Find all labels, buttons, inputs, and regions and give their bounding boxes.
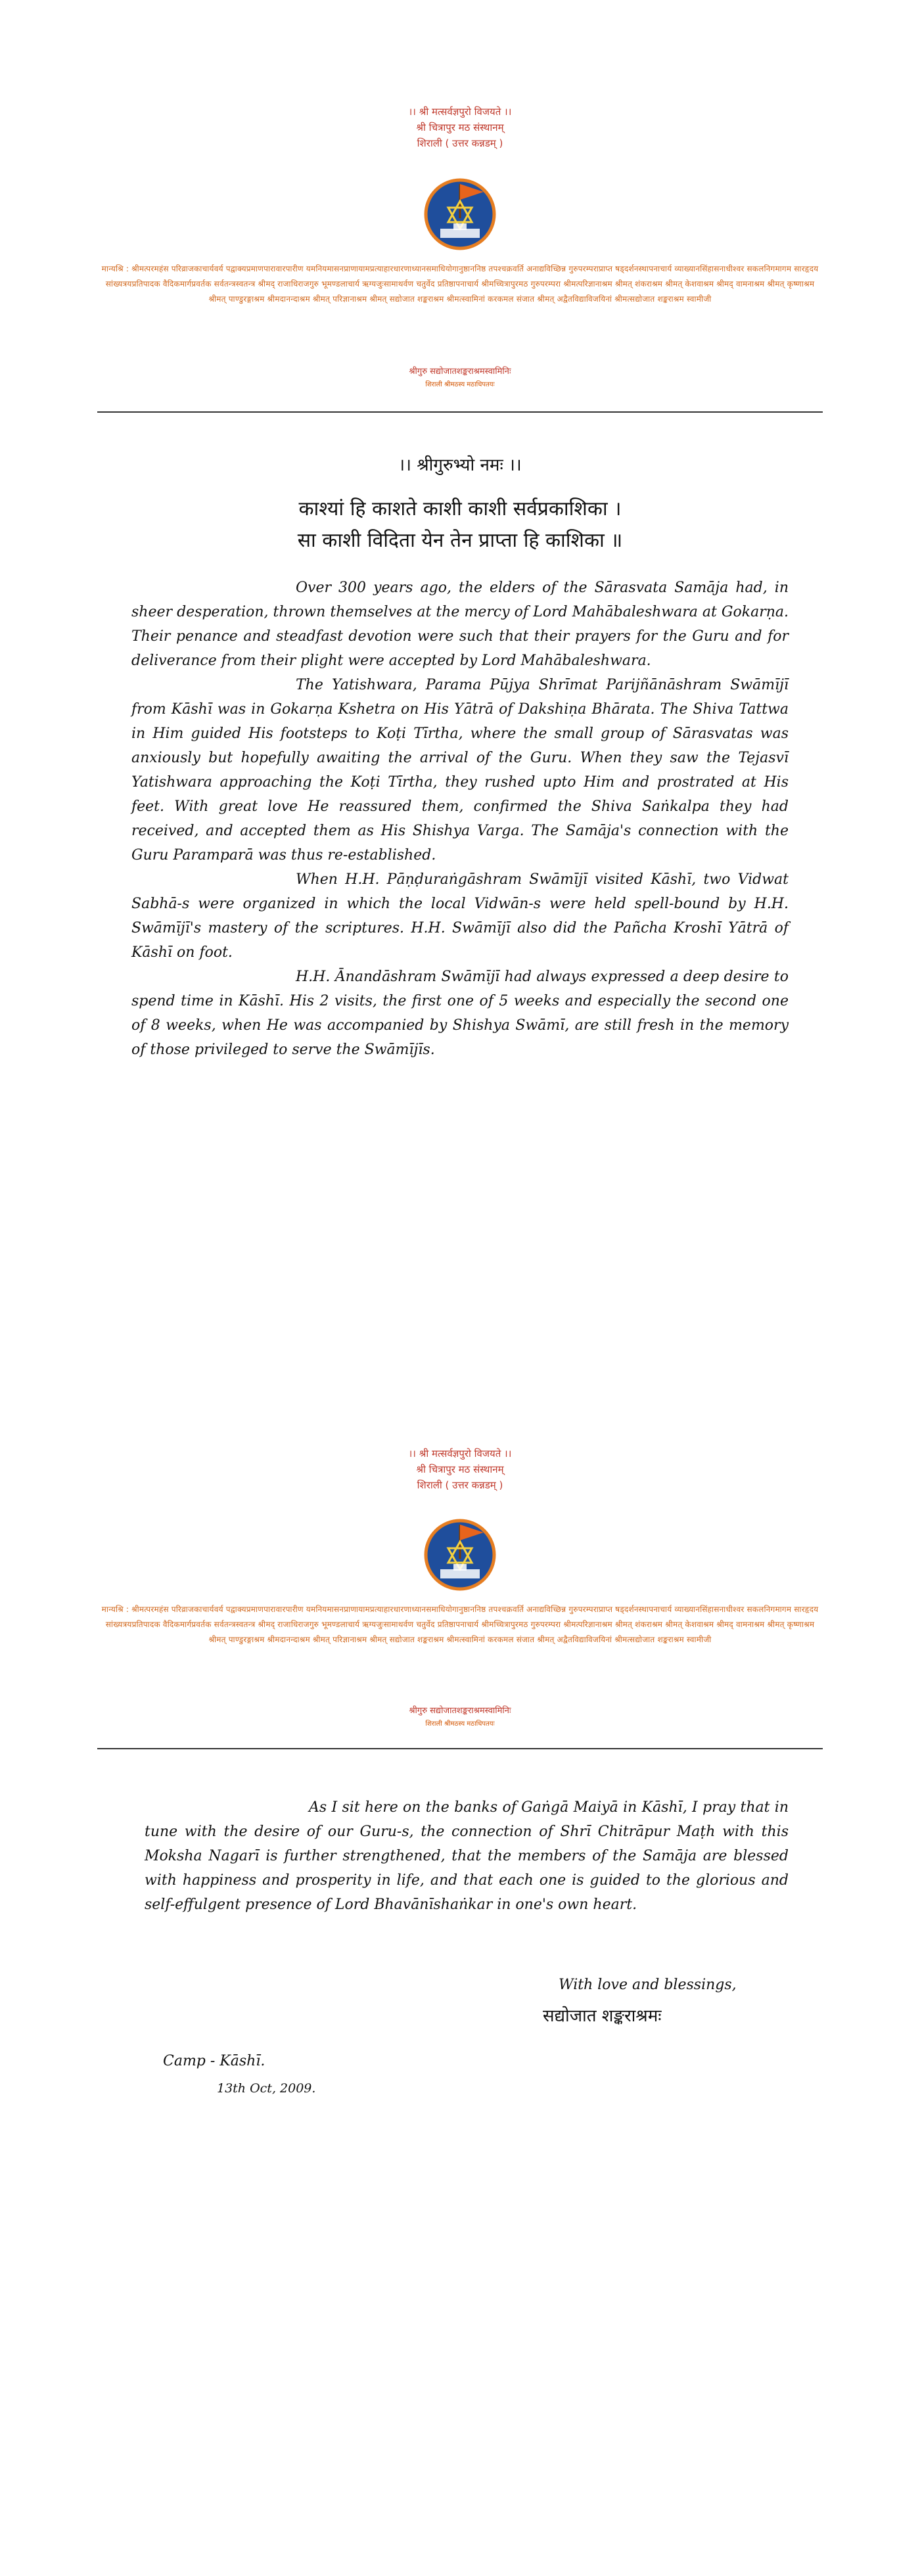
letterhead-line-3: शिराली ( उत्तर कन्नडम् ) xyxy=(417,137,503,149)
paragraph-2: The Yatishwara, Parama Pūjya Shrīmat Parijñānāshram Swāmījī from Kāshī was in Gokarṇa Kshetra on His Yātrā of Dakshiṇa Bhārata. The Shiva Tattwa in Him guided His footsteps to Koṭi Tīrtha, where the small group of Sārasvatas was anxiously but hopefully awaiting the arrival of the Guru. When they saw the Tejasvī Yatishwara approaching the Koṭi Tīrtha, they rushed upto Him and prostrated at His feet. With great love He reassured them, confirmed the Shiva Saṅkalpa they had received, and accepted them as His Shishya Varga. The Samāja's connection with the Guru Paramparā was thus re-established. xyxy=(131,677,789,863)
closing-line: With love and blessings, xyxy=(559,1977,737,1993)
letterhead-titles: मान्यश्रि : श्रीमत्परमहंस परिव्राजकाचार्यवर्य पद्वाक्यप्रमाणपारावारपारीण यमनियमासनप्राणायामप्रत्याहारधारणाध्यानसमाधियोगानुष्ठाननिष्ठ तपश्चक्रवर्ति अनाद्यविच्छिन्न गुरुपरम्पराप्राप्त षड्दर्शनस्थापनाचार्य व्याख्यानसिंहासनाधीश्वर सकलनिगमागम सारहृदय सांख्यत्रयप्रतिपादक वैदिकमार्गप्रवर्तक सर्वतन्त्रस्वतन्त्र श्रीमद् राजाधिराजगुरु भूमण्डलाचार्य ऋग्यजुःसामाथर्वण चतुर्वेद प्रतिष्ठापनाचार्य श्रीमच्चित्रापुरमठ गुरुपरम्परा श्रीमत्परिज्ञानाश्रम श्रीमत् शंकराश्रम श्रीमत् केशवाश्रम श्रीमद् वामनाश्रम श्रीमत् कृष्णाश्रम श्रीमत् पाण्डुरङ्गाश्रम श्रीमदानन्दाश्रम श्रीमत् परिज्ञानाश्रम श्रीमत् सद्योजात शङ्कराश्रम श्रीमत्स्वामिनां करकमल संजात श्रीमत् अद्वैतविद्याविजयिनां श्रीमत्सद्योजात शङ्कराश्रम स्वामीजी xyxy=(101,264,819,304)
letterhead-signature xyxy=(0,1705,920,1731)
paragraph-3: When H.H. Pāṇḍuraṅgāshram Swāmījī visited Kāshī, two Vidwat Sabhā-s were organized in which the local Vidwān-s were held spell-bound by H.H. Swāmījī's mastery of the scriptures. H.H. Swāmījī also did the Pañcha Kroshī Yātrā of Kāshī on foot. xyxy=(131,871,789,961)
letterhead-header xyxy=(0,104,920,151)
letterhead-line-2: श्री चित्रापुर मठ संस्थानम् xyxy=(416,122,504,133)
letterhead-sign-sub: शिराली श्रीमठस्य मठाधिपतयः xyxy=(425,381,495,388)
paragraph-closing: As I sit here on the banks of Gaṅgā Maiyā in Kāshī, I pray that in tune with the desire of our Guru-s, the connection of Shrī Chitrāpur Maṭh with this Moksha Nagarī is further strengthened, that the members of the Samāja are blessed with happiness and prosperity in life, and that each one is guided to the glorious and self-effulgent presence of Lord Bhavānīshaṅkar in one's own heart. xyxy=(145,1799,789,1913)
camp-location: Camp - Kāshī. xyxy=(163,2053,265,2069)
paragraph-4: H.H. Ānandāshram Swāmījī had always expressed a deep desire to spend time in Kāshī. His 2 visits, the first one of 5 weeks and especially the second one of 8 weeks, when He was accompanied by Shishya Swāmī, are still fresh in the memory of those privileged to serve the Swāmījīs. xyxy=(131,969,789,1058)
letter-page-2 xyxy=(0,1419,920,2576)
letterhead-header xyxy=(0,1446,920,1493)
letterhead-divider xyxy=(97,411,823,413)
signature: सद्योजात शङ्कराश्रमः xyxy=(543,2006,662,2026)
verse-line-1: काश्यां हि काशते काशी काशी सर्वप्रकाशिका । xyxy=(298,497,622,520)
letterhead-sign-sub: शिराली श्रीमठस्य मठाधिपतयः xyxy=(425,1720,495,1728)
letterhead-line-2: श्री चित्रापुर मठ संस्थानम् xyxy=(416,1463,504,1475)
letter-date: 13th Oct, 2009. xyxy=(217,2081,316,2096)
letterhead-divider xyxy=(97,1748,823,1749)
paragraph-1: Over 300 years ago, the elders of the Sārasvata Samāja had, in sheer desperation, thrown themselves at the mercy of Lord Mahābaleshwara at Gokarṇa. Their penance and steadfast devotion were such that their prayers for the Guru and for deliverance from their plight were accepted by Lord Mahābaleshwara. xyxy=(131,580,789,669)
letterhead-signature xyxy=(0,365,920,392)
math-logo-icon xyxy=(421,172,499,251)
verse-line-2: सा काशी विदिता येन तेन प्राप्ता हि काशिका ॥ xyxy=(297,529,623,552)
letter-body-page-2 xyxy=(145,1795,789,1917)
letterhead-sign-name: श्रीगुरु सद्योजातशङ्कराश्रमस्वामिनिः xyxy=(409,1706,511,1716)
letterhead-line-3: शिराली ( उत्तर कन्नडम् ) xyxy=(417,1479,503,1491)
letter-body-page-1 xyxy=(131,576,789,1062)
letterhead-line-1: ।। श्री मत्सर्वज्ञपुरो विजयते ।। xyxy=(408,1448,512,1460)
letterhead-line-1: ।। श्री मत्सर्वज्ञपुरो विजयते ।। xyxy=(408,106,512,118)
letterhead-titles: मान्यश्रि : श्रीमत्परमहंस परिव्राजकाचार्यवर्य पद्वाक्यप्रमाणपारावारपारीण यमनियमासनप्राणायामप्रत्याहारधारणाध्यानसमाधियोगानुष्ठाननिष्ठ तपश्चक्रवर्ति अनाद्यविच्छिन्न गुरुपरम्पराप्राप्त षड्दर्शनस्थापनाचार्य व्याख्यानसिंहासनाधीश्वर सकलनिगमागम सारहृदय सांख्यत्रयप्रतिपादक वैदिकमार्गप्रवर्तक सर्वतन्त्रस्वतन्त्र श्रीमद् राजाधिराजगुरु भूमण्डलाचार्य ऋग्यजुःसामाथर्वण चतुर्वेद प्रतिष्ठापनाचार्य श्रीमच्चित्रापुरमठ गुरुपरम्परा श्रीमत्परिज्ञानाश्रम श्रीमत् शंकराश्रम श्रीमत् केशवाश्रम श्रीमद् वामनाश्रम श्रीमत् कृष्णाश्रम श्रीमत् पाण्डुरङ्गाश्रम श्रीमदानन्दाश्रम श्रीमत् परिज्ञानाश्रम श्रीमत् सद्योजात शङ्कराश्रम श्रीमत्स्वामिनां करकमल संजात श्रीमत् अद्वैतविद्याविजयिनां श्रीमत्सद्योजात शङ्कराश्रम स्वामीजी xyxy=(101,1605,819,1644)
math-logo-icon xyxy=(421,1513,499,1592)
invocation: ।। श्रीगुरुभ्यो नमः ।। xyxy=(398,455,522,475)
letterhead-sign-name: श्रीगुरु सद्योजातशङ्कराश्रमस्वामिनिः xyxy=(409,367,511,377)
